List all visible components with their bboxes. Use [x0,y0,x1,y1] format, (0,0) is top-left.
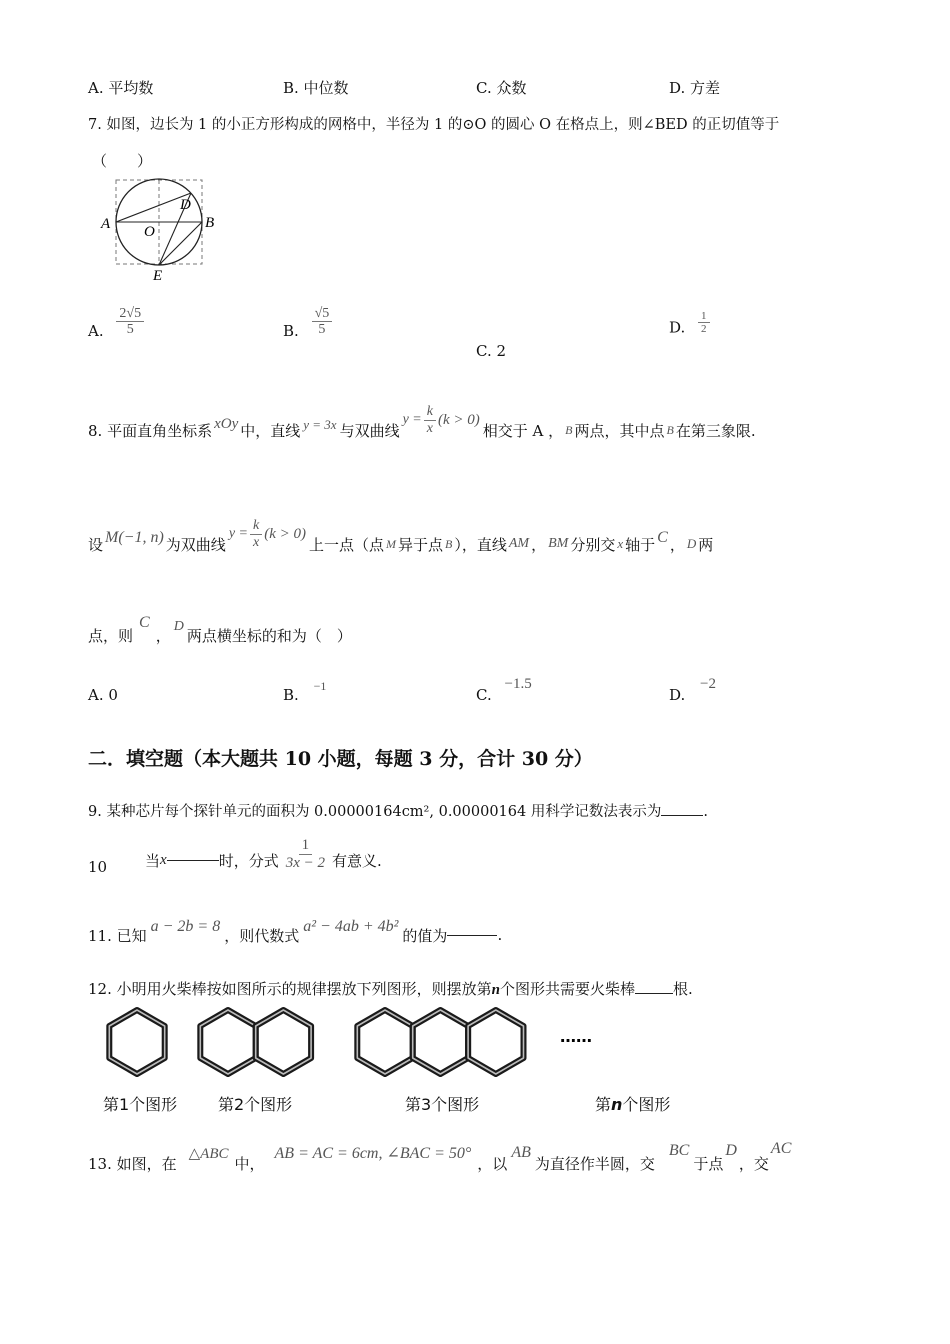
q8-option-d-value: −2 [700,676,717,692]
q8-xoy: xOy [214,415,239,432]
q7-option-a-frac [116,306,144,338]
q12-n: n [491,982,500,998]
label-e: E [153,268,163,284]
figure-3-hex-2 [413,1010,468,1074]
frac-denominator: 5 [318,322,326,338]
q8-option-a: A. 0 [88,686,118,704]
frac-numerator: k [424,404,436,420]
label-b: B [205,215,215,231]
q8-hyperbola [403,404,480,436]
caption-n [595,1092,670,1115]
figure-2-hex-1 [200,1010,255,1074]
q13-ab: AB [511,1144,531,1161]
q8-text: ， [155,626,171,645]
q8-option-b [283,679,327,704]
q8-d: D [686,536,697,551]
q7-figure [95,170,220,285]
q8-b: B [445,536,453,551]
q8-line3 [88,610,352,660]
q13-text: 13. 如图，在 [88,1154,177,1173]
q8-c: C [139,614,150,631]
q7-option-b-label: B. [283,321,299,340]
section-heading: 二．填空题（本大题共 10 小题，每题 3 分，合计 30 分） [88,748,593,770]
figure-1-hex [109,1010,164,1074]
q13-text: 为直径作半圆，交 [534,1154,655,1173]
q13-text: ，以 [477,1154,508,1173]
q9 [88,800,708,821]
q6-option-a: A. 平均数 [88,79,154,97]
q13 [88,1138,793,1188]
hyp-frac [424,404,436,436]
q7-option-d-label: D. [669,318,686,337]
q8-text: 两点横坐标的和为（ ） [186,626,352,645]
q8-text: 上一点（点 [308,535,384,554]
q10-text: 有意义. [331,851,382,870]
q8-text: ），直线 [454,535,507,554]
q11-eq: a − 2b = 8 [150,918,221,935]
q11-blank[interactable] [447,935,497,936]
q8-x: x [617,536,624,551]
q11-end: . [497,926,503,944]
q7-option-d [669,310,710,341]
q8-text: 中，直线 [240,421,301,440]
q8-text: 相交于 A ， [482,421,564,440]
q8-text: 两 [698,535,714,554]
q8-option-d [669,676,717,705]
label-o: O [144,224,155,240]
q7-paren: （ ） [92,152,153,170]
matchstick-figures [95,1002,635,1082]
label-a: A [101,216,111,232]
caption-n-var: n [611,1095,623,1114]
q7-stem: 7. 如图，边长为 1 的小正方形构成的网格中，半径为 1 的⊙O 的圆心 O 在格点上，则∠BED 的正切值等于 [88,117,780,133]
q8-text: 设 [88,535,104,554]
q11 [88,910,502,960]
q8-option-c-label: C. [476,686,492,704]
q8-m: M [386,536,396,551]
caption-n-text: 个图形 [622,1095,671,1114]
caption-3: 第3个图形 [405,1095,480,1114]
q13-text: 中， [234,1154,265,1173]
q8-m-point: M(−1, n) [105,529,164,546]
q8-text: 为双曲线 [165,535,226,554]
q6-option-d: D. 方差 [669,79,721,97]
q8-text: 点，则 [88,626,134,645]
q13-text: ，交 [738,1154,769,1173]
q8-text: 两点，其中点 [574,421,665,440]
ellipsis: …… [560,1027,592,1046]
q10-frac [283,837,328,871]
figure-2-hex-2 [256,1010,311,1074]
q8-am: AM [508,536,530,551]
frac-denominator: x [426,420,433,436]
q8-option-c-value: −1.5 [504,676,532,692]
q8-b: B [666,422,674,437]
q8-option-b-value: −1 [313,679,327,693]
q12-text: 12. 小明用火柴棒按如图所示的规律摆放下列图形，则摆放第 [88,980,492,998]
frac-numerator: 1 [698,310,710,323]
q8-text: ， [669,535,685,554]
q8-text: ， [531,535,547,554]
caption-1: 第1个图形 [103,1095,178,1114]
q8-line1 [88,400,756,460]
q7-option-d-frac [698,310,710,335]
q11-text: ，则代数式 [224,926,300,945]
hyp-cond: (k > 0) [437,411,480,428]
hyp-cond: (k > 0) [264,525,306,542]
q8-option-d-label: D. [669,686,686,704]
q11-expr: a² − 4ab + 4b² [303,918,399,935]
q8-text: 异于点 [398,535,444,554]
q7-option-c: C. 2 [476,342,507,360]
q9-end: . [703,804,708,820]
q8-text: 分别交 [570,535,616,554]
figure-3-hex-3 [468,1010,523,1074]
q8-line-eq: y = 3x [303,417,337,432]
q8-b: B [565,422,573,437]
q8-line2 [88,514,713,574]
frac-denominator: 3x − 2 [285,854,325,871]
q13-d: D [725,1142,737,1159]
frac-denominator: 2 [701,323,707,336]
q11-text: 11. 已知 [88,926,147,945]
q8-bm: BM [548,536,569,551]
q9-blank[interactable] [661,815,703,816]
q10-text: 当 [145,851,161,870]
q10-blank[interactable] [167,860,219,861]
label-d: D [180,197,191,213]
q13-triangle: △ABC [188,1145,229,1162]
q9-text: 9. 某种芯片每个探针单元的面积为 0.00000164cm², 0.00000164 用科学记数法表示为 [88,804,662,820]
frac-numerator: k [250,518,262,534]
q13-text: 于点 [693,1154,724,1173]
caption-2: 第2个图形 [218,1095,293,1114]
q8-c: C [657,529,668,546]
q6-option-b: B. 中位数 [283,79,349,97]
q6-option-c: C. 众数 [476,79,527,97]
frac-numerator: 1 [299,837,313,855]
caption-n-text: 第 [595,1095,612,1114]
q8-d: D [173,619,184,634]
hyp-y: y = [402,412,422,427]
hyp-frac [250,518,262,550]
q12 [88,978,693,999]
q12-blank[interactable] [635,993,673,994]
frac-numerator: √5 [312,306,333,322]
q8-text: 与双曲线 [339,421,400,440]
frac-denominator: 5 [126,322,134,338]
hyp-y: y = [228,526,248,541]
q7-option-a [88,306,144,348]
q10 [145,830,382,890]
q12-text: 个图形共需要火柴棒 [499,980,635,998]
q8-hyperbola-2 [229,518,306,550]
q13-ac: AC [770,1140,792,1157]
q10-x: x [160,851,167,868]
q7-option-a-label: A. [88,321,104,340]
figure-3-hex-1 [357,1010,412,1074]
q7-option-b-frac [312,306,333,338]
q13-eq: AB = AC = 6cm, ∠BAC = 50° [274,1145,472,1162]
q8-option-b-label: B. [283,686,299,704]
q8-text: 轴于 [625,535,656,554]
q8-option-c [476,676,532,705]
q10-text: 时，分式 [218,851,279,870]
q10-num: 10 [88,858,108,876]
q7-option-b [283,306,332,348]
q12-end: 根. [673,980,693,998]
q8-text: 8. 平面直角坐标系 [88,421,213,440]
frac-denominator: x [252,534,260,550]
q11-text: 的值为 [402,926,448,945]
frac-numerator: 2√5 [116,306,144,322]
q13-bc: BC [668,1142,690,1159]
q8-text: 在第三象限. [675,421,756,440]
